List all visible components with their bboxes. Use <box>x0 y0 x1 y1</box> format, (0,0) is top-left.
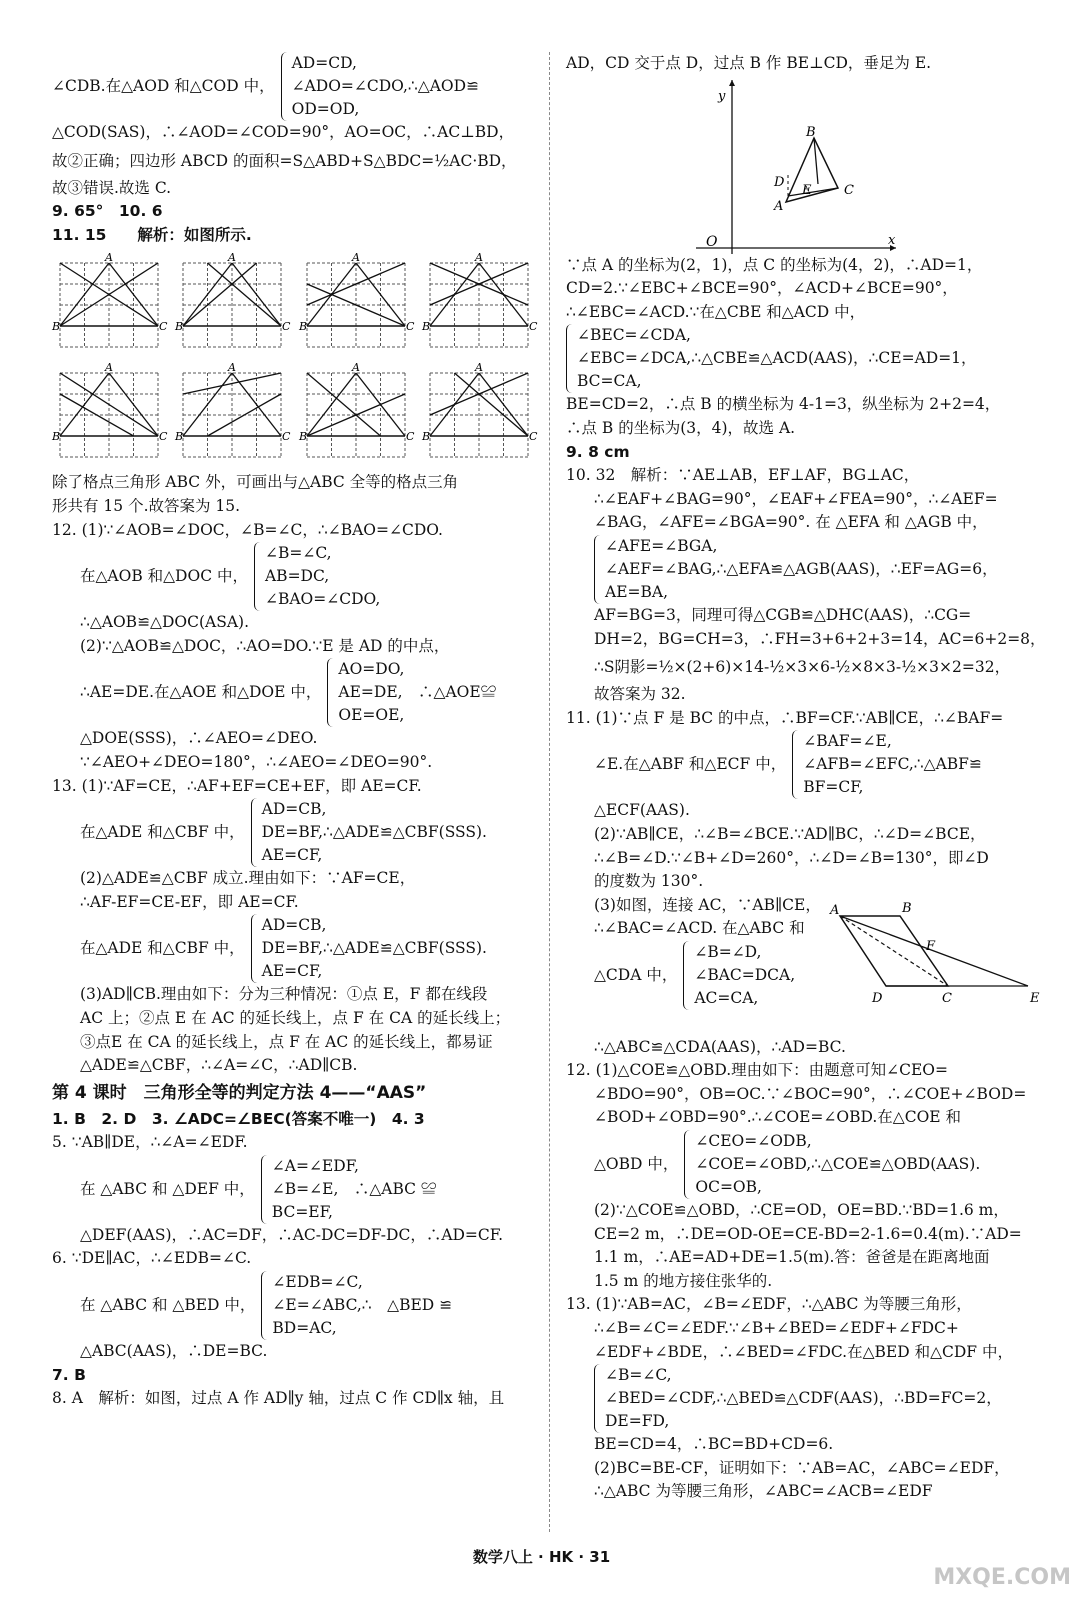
page-footer: 数学八上 · HK · 31 <box>472 1548 611 1566</box>
proof-step <box>566 324 1052 393</box>
text-line: 10. 32 解析：∵AE⊥AB，EF⊥AF，BG⊥AC， <box>566 466 920 485</box>
text-line: △OBD 中， <box>594 1154 679 1173</box>
text-line: ∠BDO=90°，OB=OC.∵∠BOC=90°，∴∠COE+∠BOD= <box>594 1084 1027 1103</box>
svg-text:A: A <box>228 361 237 375</box>
svg-text:B: B <box>298 430 307 444</box>
brace-symbol <box>594 535 601 604</box>
text-line: (2)∵△COE≌△OBD，∴CE=OD，OE=BD.∵BD=1.6 m， <box>594 1201 1009 1220</box>
brace-symbol <box>327 658 334 727</box>
text-line: ∵点 A 的坐标为(2，1)，点 C 的坐标为(4，2)，∴AD=1， <box>566 255 983 274</box>
condition-line: ∠COE=∠OBD,∴△COE≌△OBD(AAS). <box>695 1155 981 1174</box>
answer-line: 9. 65° 10. 6 <box>52 202 163 221</box>
proof-step <box>566 941 836 1010</box>
condition-group <box>803 730 982 799</box>
svg-text:A: A <box>474 251 483 265</box>
text-line: ∴△AOB≌△DOC(ASA). <box>80 613 250 632</box>
condition-line: ∠CEO=∠ODB, <box>695 1132 812 1151</box>
condition-line: ∠E=∠ABC,∴ △BED ≌ <box>272 1296 453 1315</box>
point-label: B <box>902 900 912 916</box>
condition-line: ∠BAF=∠E, <box>803 732 892 751</box>
text-line: (3)如图，连接 AC，∵AB∥CE， <box>594 895 821 914</box>
text-line: 形共有 15 个.故答案为 15. <box>52 496 241 515</box>
condition-line: AB=DC, <box>264 567 330 586</box>
condition-line: AC=CA, <box>694 988 759 1007</box>
text-line: 故③错误.故选 C. <box>52 178 172 197</box>
condition-line: ∠AEF=∠BAG,∴△EFA≌△AGB(AAS)，∴EF=AG=6， <box>605 559 998 578</box>
answer-line: 11. 15 解析：如图所示. <box>52 225 252 244</box>
svg-text:C: C <box>405 430 415 444</box>
lattice-triangle-figure <box>422 363 536 467</box>
condition-line: BF=CF, <box>803 778 864 797</box>
svg-text:B: B <box>175 430 184 444</box>
text-line: CE=2 m，∴DE=OD-OE=CE-BD=2-1.6=0.4(m).∵AD= <box>594 1224 1022 1243</box>
text-line: ∴∠B=∠D.∵∠B+∠D=260°，∴∠D=∠B=130°，即∠D <box>594 848 989 867</box>
proof-step <box>566 730 1052 799</box>
lattice-triangle-figure <box>299 253 413 357</box>
text-line: 在△AOB 和△DOC 中， <box>80 566 248 585</box>
proof-step <box>52 542 536 611</box>
grid-figure-row <box>52 253 536 357</box>
text-line: 在△ADE 和△CBF 中， <box>80 939 245 958</box>
proof-step <box>52 1271 536 1340</box>
svg-text:B: B <box>52 320 61 334</box>
brace-symbol <box>683 941 690 1010</box>
point-label: C <box>942 990 952 1006</box>
condition-line: AD=CD, <box>291 54 357 72</box>
text-line: 的度数为 130°. <box>594 872 704 891</box>
left-column <box>52 52 536 1411</box>
parallelogram-diagram <box>828 898 1052 1010</box>
text-line: 12. (1)∵∠AOB=∠DOC，∠B=∠C，∴∠BAO=∠CDO. <box>52 520 443 539</box>
text-line: ∠CDB.在△AOD 和△COD 中， <box>52 76 275 95</box>
svg-text:A: A <box>105 361 113 375</box>
text-line: CD=2.∵∠EBC+∠BCE=90°，∠ACD+∠BCE=90°， <box>566 279 958 298</box>
condition-group <box>605 535 998 604</box>
text-line: ∴∠BAC=∠ACD. 在△ABC 和 <box>594 919 805 938</box>
text-line: 除了格点三角形 ABC 外，可画出与△ABC 全等的格点三角 <box>52 473 459 492</box>
brace-symbol <box>566 324 573 393</box>
point-label: B <box>806 124 816 140</box>
brace-symbol <box>594 1364 601 1433</box>
condition-line: ∠BAC=DCA, <box>694 965 796 984</box>
grid-figures <box>52 253 536 467</box>
condition-line: BC=EF, <box>271 1202 333 1221</box>
condition-line: ∠AFB=∠EFC,∴△ABF≌ <box>803 755 982 774</box>
condition-line: ∠B=∠C, <box>605 1366 672 1385</box>
text-line: BE=CD=4，∴BC=BD+CD=6. <box>594 1435 834 1454</box>
text-line: 1.1 m，∴AE=AD+DE=1.5(m).答：爸爸是在距离地面 <box>594 1248 990 1267</box>
condition-line: ∠ADO=∠CDO,∴△AOD≌ <box>291 77 480 95</box>
proof-step <box>52 52 536 121</box>
svg-text:B: B <box>298 320 307 334</box>
lattice-triangle-figure <box>175 363 289 467</box>
condition-line: ∠AFE=∠BGA, <box>605 536 718 555</box>
condition-line: OE=OE, <box>338 706 405 725</box>
text-line: 8. A 解析：如图，过点 A 作 AD∥y 轴，过点 C 作 CD∥x 轴，且 <box>52 1389 505 1408</box>
origin-label: O <box>706 233 718 250</box>
text-line: △CDA 中， <box>594 965 678 984</box>
condition-line: OC=OB, <box>695 1178 762 1197</box>
text-line: △COD(SAS)，∴∠AOD=∠COD=90°，AO=OC，∴AC⊥BD， <box>52 123 515 141</box>
condition-line: ∠EBC=∠DCA,∴△CBE≌△ACD(AAS)，∴CE=AD=1， <box>577 349 977 368</box>
text-line: (2)∵AB∥CE，∴∠B=∠BCE.∵AD∥BC，∴∠D=∠BCE， <box>594 824 986 843</box>
text-line: ∠EDF+∠BDE，∴∠BED=∠FDC.在△BED 和△CDF 中， <box>594 1342 1013 1361</box>
text-line: BE=CD=2，∴点 B 的横坐标为 4-1=3，纵坐标为 2+2=4， <box>566 395 1001 414</box>
answer-line: 9. 8 cm <box>566 442 630 461</box>
text-line: (2)∵△AOB≌△DOC，∴AO=DO.∵E 是 AD 的中点， <box>80 636 450 655</box>
condition-line: ∠B=∠E, ∴△ABC ≌ <box>271 1179 437 1198</box>
point-label: E <box>802 182 812 198</box>
svg-text:B: B <box>421 430 431 444</box>
condition-line: AE=BA, <box>605 582 669 601</box>
condition-group <box>272 1155 437 1224</box>
text-line: 故答案为 32. <box>594 685 686 704</box>
svg-text:C: C <box>159 430 168 444</box>
condition-line: AD=CB, <box>261 916 327 935</box>
condition-line: BC=CA, <box>577 372 642 391</box>
text-line: ∴S阴影=½×(2+6)×14-½×3×6-½×8×3-½×3×2=32， <box>594 658 1011 677</box>
text-line: (2)△ADE≌△CBF 成立.理由如下：∵AF=CE， <box>80 869 416 888</box>
text-line: △ECF(AAS). <box>594 801 690 820</box>
section-title: 第 4 课时 三角形全等的判定方法 4——“AAS” <box>52 1082 427 1103</box>
proof-step <box>52 914 536 983</box>
condition-line: AE=CF, <box>261 962 323 981</box>
svg-text:C: C <box>159 320 168 334</box>
text-line: 12. (1)△COE≌△OBD.理由如下：由题意可知∠CEO= <box>566 1061 948 1080</box>
parallelogram-block <box>566 894 1052 1036</box>
brace-symbol <box>261 1271 268 1340</box>
condition-group <box>265 542 380 611</box>
brace-symbol <box>792 730 799 799</box>
svg-text:B: B <box>52 430 61 444</box>
condition-line: ∠EDB=∠C, <box>272 1273 363 1292</box>
text-line: ∴△ABC 为等腰三角形，∠ABC=∠ACB=∠EDF <box>594 1482 933 1501</box>
right-column <box>566 52 1052 1504</box>
text-line: 13. (1)∵AF=CE，∴AF+EF=CE+EF，即 AE=CF. <box>52 776 422 795</box>
text-line: ∴点 B 的坐标为(3，4)，故选 A. <box>566 418 796 437</box>
svg-text:C: C <box>528 320 538 334</box>
condition-line: DE=FD, <box>605 1412 670 1431</box>
condition-line: AE=DE, ∴△AOE≌ <box>338 683 497 702</box>
text-line: DH=2，BG=CH=3，∴FH=3+6+2+3=14，AC=6+2=8， <box>594 629 1046 648</box>
condition-group <box>694 941 795 1010</box>
condition-group <box>577 324 977 393</box>
text-line: △DEF(AAS)，∴AC=DF，∴AC-DC=DF-DC，∴AD=CF. <box>80 1225 504 1244</box>
condition-line: AD=CB, <box>261 800 327 819</box>
text-line: ∴AE=DE.在△AOE 和△DOE 中， <box>80 683 322 702</box>
svg-text:A: A <box>351 251 360 265</box>
condition-group <box>605 1364 1002 1433</box>
axis-label-x: x <box>888 232 896 248</box>
condition-line: ∠B=∠C, <box>264 544 332 563</box>
grid-figure-row <box>52 363 536 467</box>
condition-line: DE=BF,∴△ADE≌△CBF(SSS). <box>261 823 487 842</box>
lattice-triangle-figure <box>422 253 536 357</box>
condition-group <box>272 1271 452 1340</box>
condition-line: ∠BEC=∠CDA, <box>577 326 691 345</box>
proof-step <box>566 1364 1052 1433</box>
text-line: ∴△ABC≌△CDA(AAS)，∴AD=BC. <box>594 1037 846 1056</box>
answer-line: 7. B <box>52 1365 86 1384</box>
svg-text:B: B <box>421 320 431 334</box>
lattice-triangle-figure <box>299 363 413 467</box>
condition-line: OD=OD, <box>291 100 360 118</box>
svg-text:C: C <box>282 430 291 444</box>
coordinate-figure <box>566 76 1052 254</box>
text-line: ∠BAG，∠AFE=∠BGA=90°. 在 △EFA 和 △AGB 中， <box>594 513 988 532</box>
brace-symbol <box>261 1155 268 1224</box>
text-line: ∠E.在△ABF 和△ECF 中， <box>594 755 787 774</box>
text-line: 11. (1)∵点 F 是 BC 的中点，∴BF=CF.∵AB∥CE，∴∠BAF= <box>566 708 1004 727</box>
text-line: △ABC(AAS)，∴DE=BC. <box>80 1342 268 1361</box>
text-line: 6. ∵DE∥AC，∴∠EDB=∠C. <box>52 1249 252 1268</box>
text-line: AC 上；②点 E 在 AC 的延长线上，点 F 在 CA 的延长线上； <box>80 1008 511 1027</box>
proof-step <box>52 798 536 867</box>
proof-step <box>52 1155 536 1224</box>
proof-step <box>52 658 536 727</box>
brace-symbol <box>251 914 258 983</box>
condition-line: AO=DO, <box>338 660 405 679</box>
svg-text:C: C <box>405 320 415 334</box>
brace-symbol <box>281 52 288 121</box>
condition-line: ∠BED=∠CDF,∴△BED≌△CDF(AAS)，∴BD=FC=2， <box>605 1389 1002 1408</box>
proof-step <box>566 1130 1052 1199</box>
coordinate-diagram <box>566 76 1052 254</box>
text-line: ∵∠AEO+∠DEO=180°，∴∠AEO=∠DEO=90°. <box>80 752 433 771</box>
text-line: ③点E 在 CA 的延长线上，点 F 在 AC 的延长线上，都易证 <box>80 1032 493 1051</box>
point-label: D <box>774 174 785 190</box>
answer-line: 1. B 2. D 3. ∠ADC=∠BEC(答案不唯一) 4. 3 <box>52 1109 425 1128</box>
brace-symbol <box>684 1130 691 1199</box>
svg-text:A: A <box>474 361 483 375</box>
text-line: (2)BC=BE-CF，证明如下：∵AB=AC，∠ABC=∠EDF， <box>594 1458 1010 1477</box>
svg-text:A: A <box>228 251 237 265</box>
condition-group <box>695 1130 980 1199</box>
text-line: 13. (1)∵AB=AC，∠B=∠EDF，∴△ABC 为等腰三角形， <box>566 1295 972 1314</box>
point-label: E <box>1030 990 1040 1006</box>
text-line: 5. ∵AB∥DE，∴∠A=∠EDF. <box>52 1133 248 1152</box>
text-line: (3)AD∥CB.理由如下：分为三种情况：①点 E，F 都在线段 <box>80 985 488 1004</box>
svg-text:A: A <box>105 251 113 265</box>
condition-line: ∠B=∠D, <box>694 942 762 961</box>
lattice-triangle-figure <box>52 253 166 357</box>
brace-symbol <box>251 798 258 867</box>
svg-text:C: C <box>282 320 291 334</box>
text-line: ∠BOD+∠OBD=90°.∴∠COE=∠OBD.在△COE 和 <box>594 1108 962 1127</box>
condition-line: ∠BAO=∠CDO, <box>264 590 381 609</box>
text-line: AD，CD 交于点 D，过点 B 作 BE⊥CD，垂足为 E. <box>566 54 932 72</box>
text-line: ∴∠EAF+∠BAG=90°，∠EAF+∠FEA=90°，∴∠AEF= <box>594 489 998 508</box>
point-label: F <box>926 938 936 954</box>
text-line: ∴AF-EF=CE-EF，即 AE=CF. <box>80 892 299 911</box>
axis-label-y: y <box>718 88 726 104</box>
brace-symbol <box>254 542 261 611</box>
svg-text:A: A <box>351 361 360 375</box>
svg-text:C: C <box>528 430 538 444</box>
text-line: AF=BG=3，同理可得△CGB≌△DHC(AAS)，∴CG= <box>594 605 972 624</box>
point-label: C <box>844 182 854 198</box>
condition-group <box>262 798 487 867</box>
text-line: 故②正确；四边形 ABCD 的面积=S△ABD+S△BDC=½AC·BD， <box>52 151 517 170</box>
text-line: ∴∠B=∠C=∠EDF.∵∠B+∠BED=∠EDF+∠FDC+ <box>594 1319 959 1338</box>
lattice-triangle-figure <box>52 363 166 467</box>
point-label: A <box>774 198 784 214</box>
text-line: 在 △ABC 和 △DEF 中， <box>80 1179 255 1198</box>
condition-line: AE=CF, <box>261 846 323 865</box>
text-line: 1.5 m 的地方接住张华的. <box>594 1271 773 1290</box>
text-line: ∴∠EBC=∠ACD.∵在△CBE 和△ACD 中， <box>566 302 866 321</box>
text-line: 在 △ABC 和 △BED 中， <box>80 1295 256 1314</box>
text-line: △ADE≌△CBF，∴∠A=∠C，∴AD∥CB. <box>80 1056 358 1075</box>
lattice-triangle-figure <box>175 253 289 357</box>
proof-step <box>566 535 1052 604</box>
text-line: △DOE(SSS)，∴∠AEO=∠DEO. <box>80 729 318 748</box>
column-divider <box>549 52 550 1532</box>
condition-group <box>262 914 487 983</box>
condition-line: ∠A=∠EDF, <box>271 1156 359 1175</box>
condition-line: BD=AC, <box>272 1319 337 1338</box>
point-label: D <box>872 990 883 1006</box>
condition-group <box>292 52 479 121</box>
svg-text:B: B <box>175 320 184 334</box>
condition-group <box>338 658 496 727</box>
point-label: A <box>830 902 840 918</box>
site-watermark: MXQE.COM <box>933 1565 1071 1590</box>
condition-line: DE=BF,∴△ADE≌△CBF(SSS). <box>261 939 487 958</box>
text-line: 在△ADE 和△CBF 中， <box>80 822 245 841</box>
